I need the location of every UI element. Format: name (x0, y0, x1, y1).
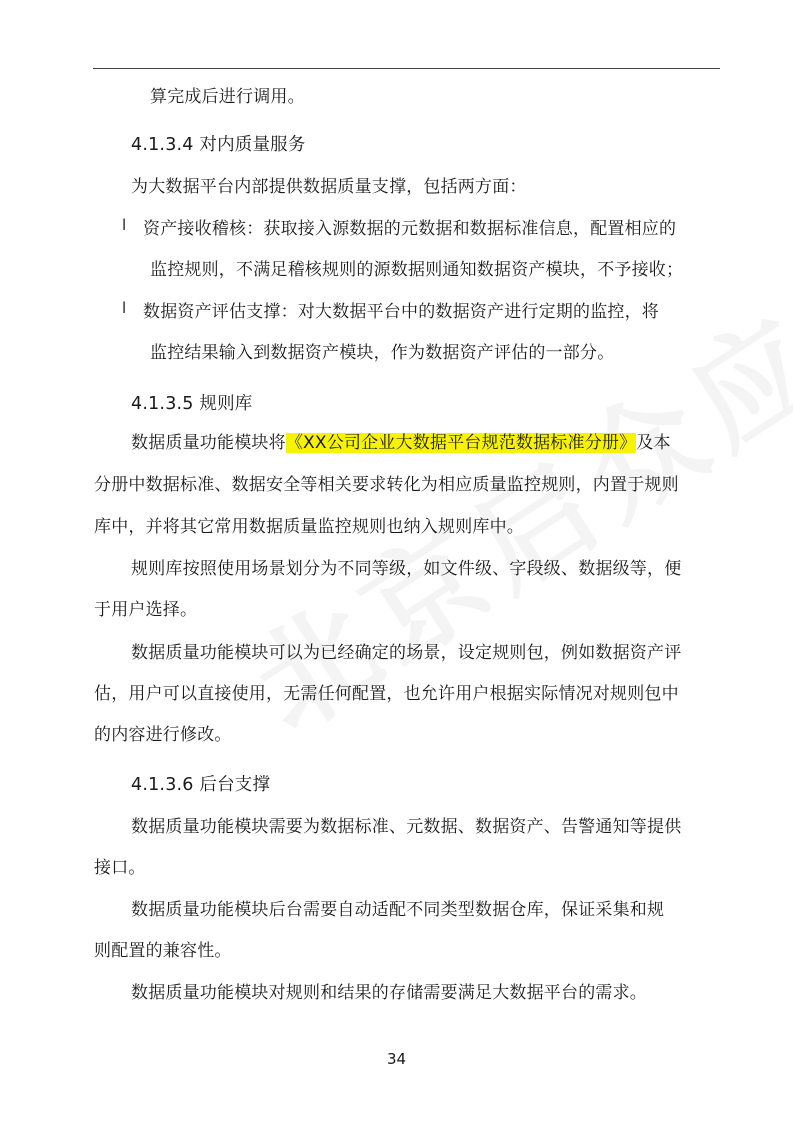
paragraph-4-line-1: 数据质量功能模块需要为数据标准、元数据、数据资产、告警通知等提供 (131, 817, 682, 837)
paragraph-4-line-2: 接口。 (94, 858, 146, 878)
p1-text-after: 及本 (636, 433, 671, 453)
paragraph-1-line-2: 分册中数据标准、数据安全等相关要求转化为相应质量监控规则，内置于规则 (94, 475, 679, 495)
paragraph-3-line-1: 数据质量功能模块可以为已经确定的场景，设定规则包，例如数据资产评 (131, 643, 682, 663)
paragraph-1-line-3: 库中，并将其它常用数据质量监控规则也纳入规则库中。 (94, 517, 524, 537)
bullet-2-line-1: 数据资产评估支撑：对大数据平台中的数据资产进行定期的监控，将 (143, 302, 659, 322)
paragraph-1-line-1 (131, 430, 671, 456)
prev-continuation: 算完成后进行调用。 (150, 87, 305, 107)
paragraph-5-line-1: 数据质量功能模块后台需要自动适配不同类型数据仓库，保证采集和规 (131, 900, 665, 920)
p1-text-before: 数据质量功能模块将 (131, 433, 286, 453)
paragraph-5-line-2: 则配置的兼容性。 (94, 941, 232, 961)
page-number: 34 (386, 1050, 407, 1068)
paragraph-6-line-1: 数据质量功能模块对规则和结果的存储需要满足大数据平台的需求。 (131, 983, 647, 1003)
bullet-2-line-2: 监控结果输入到数据资产模块，作为数据资产评估的一部分。 (150, 343, 615, 363)
bullet-marker: l (122, 216, 127, 234)
section-heading-4135: 4.1.3.5 规则库 (131, 394, 253, 414)
section-heading-4134: 4.1.3.4 对内质量服务 (131, 135, 306, 155)
section-heading-4136: 4.1.3.6 后台支撑 (131, 775, 271, 795)
bullet-marker: l (122, 299, 127, 317)
bullet-1-line-2: 监控规则，不满足稽核规则的源数据则通知数据资产模块，不予接收； (150, 260, 684, 280)
header-rule (93, 68, 720, 69)
paragraph-2-line-2: 于用户选择。 (94, 600, 198, 620)
paragraph-3-line-3: 的内容进行修改。 (94, 725, 232, 745)
paragraph-2-line-1: 规则库按照使用场景划分为不同等级，如文件级、字段级、数据级等，便 (131, 559, 682, 579)
paragraph-3-line-2: 估，用户可以直接使用，无需任何配置，也允许用户根据实际情况对规则包中 (94, 684, 679, 704)
intro-paragraph: 为大数据平台内部提供数据质量支撑，包括两方面： (131, 177, 527, 197)
highlighted-reference: 《XX公司企业大数据平台规范数据标准分册》 (285, 433, 637, 453)
bullet-1-line-1: 资产接收稽核：获取接入源数据的元数据和数据标准信息，配置相应的 (143, 219, 677, 239)
